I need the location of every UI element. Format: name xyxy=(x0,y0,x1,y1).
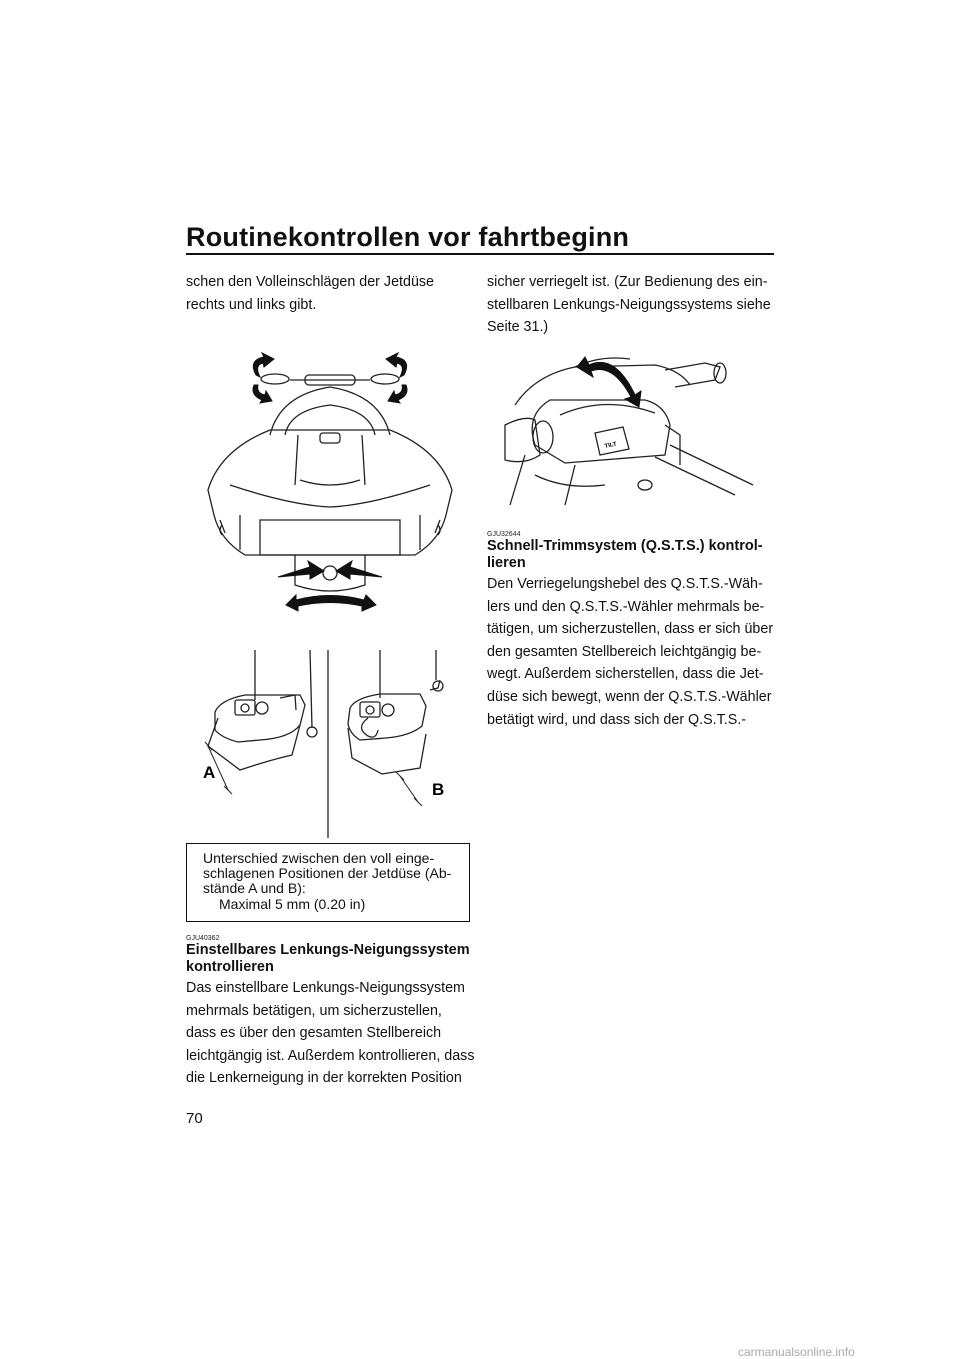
text-line: schen den Volleinschlägen der Jetdüse xyxy=(186,274,434,290)
text-line: betätigt wird, und dass sich der Q.S.T.S.- xyxy=(487,711,747,728)
text-line: Das einstellbare Lenkungs-Neigungssystem xyxy=(186,980,465,996)
text-line: Den Verriegelungshebel des Q.S.T.S.-Wäh- xyxy=(487,576,763,592)
text-line: rechts und links gibt. xyxy=(186,296,317,313)
text-line: lers und den Q.S.T.S.-Wähler mehrmals be- xyxy=(487,598,765,615)
page-title: Routinekontrollen vor fahrtbeginn xyxy=(186,222,630,252)
text-line: Seite 31.) xyxy=(487,319,549,336)
section-title xyxy=(186,942,470,976)
text-line: wegt. Außerdem sicherstellen, dass die Jet- xyxy=(487,666,764,683)
section-code: GJU40362 xyxy=(186,935,220,942)
label-a: A xyxy=(203,763,216,782)
watercraft-rear-illustration xyxy=(200,355,460,617)
text-line: stellbaren Lenkungs-Neigungssystems siehe xyxy=(487,296,771,313)
text-line: die Lenkerneigung in der korrekten Position xyxy=(186,1070,462,1087)
right-intro-text xyxy=(487,271,771,339)
label-b: B xyxy=(432,780,445,799)
header-rule xyxy=(186,253,774,255)
title-line: kontrollieren xyxy=(186,959,274,975)
spec-box xyxy=(186,843,470,922)
jet-nozzle-illustration xyxy=(200,650,445,838)
spec-line: schlagenen Positionen der Jetdüse (Ab- xyxy=(203,865,452,881)
text-line: tätigen, um sicherzustellen, dass er sich über xyxy=(487,621,774,638)
section-body xyxy=(487,573,773,731)
spec-value: Maximal 5 mm (0.20 in) xyxy=(219,896,366,912)
page-number: 70 xyxy=(186,1110,203,1127)
title-line: Einstellbares Lenkungs-Neigungssystem xyxy=(186,942,470,958)
text-line: düse sich bewegt, wenn der Q.S.T.S.-Wähler xyxy=(487,688,772,705)
section-title xyxy=(487,538,763,572)
steering-tilt-illustration xyxy=(505,345,753,505)
title-line: lieren xyxy=(487,555,526,571)
spec-line: Unterschied zwischen den voll einge- xyxy=(203,850,435,866)
tilt-label: TILT xyxy=(604,441,618,450)
text-line: leichtgängig ist. Außerdem kontrollieren, dass xyxy=(186,1047,475,1064)
watermark-url: carmanualsonline.info xyxy=(738,1345,855,1359)
text-line: den gesamten Stellbereich leichtgängig be- xyxy=(487,643,762,660)
spec-line: stände A und B): xyxy=(203,880,306,896)
title-line: Schnell-Trimmsystem (Q.S.T.S.) kontrol- xyxy=(487,538,763,554)
left-intro-text xyxy=(186,271,434,316)
text-line: mehrmals betätigen, um sicherzustellen, xyxy=(186,1002,442,1019)
section-code: GJU32644 xyxy=(487,531,521,538)
text-line: sicher verriegelt ist. (Zur Bedienung des ein- xyxy=(487,274,768,290)
section-body xyxy=(186,977,474,1090)
text-line: dass es über den gesamten Stellbereich xyxy=(186,1025,442,1042)
